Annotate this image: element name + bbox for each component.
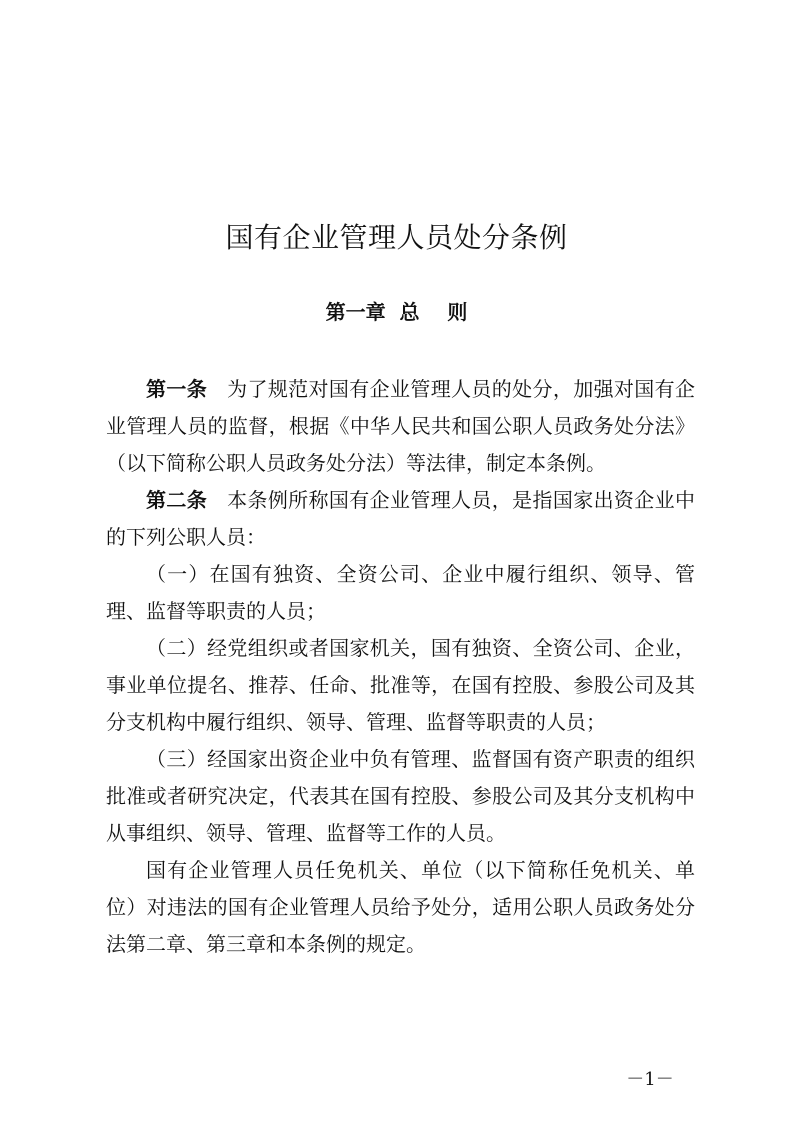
article-label: 第一条	[146, 377, 208, 401]
article-text: 为了规范对国有企业管理人员的处分，加强对国有企业管理人员的监督，根据《中华人民共和国公职人员政务处分法》（以下简称公职人员政务处分法）等法律，制定本条例。	[106, 377, 696, 475]
closing-paragraph: 国有企业管理人员任免机关、单位（以下简称任免机关、单位）对违法的国有企业管理人员给予处分，适用公职人员政务处分法第二章、第三章和本条例的规定。	[106, 858, 695, 956]
article-text: 本条例所称国有企业管理人员，是指国家出资企业中的下列公职人员：	[106, 488, 696, 549]
article-paragraph	[106, 371, 695, 482]
list-item: （一）在国有独资、全资公司、企业中履行组织、领导、管理、监督等职责的人员；	[106, 562, 695, 623]
document-body	[106, 371, 695, 963]
article-label: 第二条	[146, 488, 208, 512]
list-item: （二）经党组织或者国家机关，国有独资、全资公司、企业，事业单位提名、推荐、任命、批准等，在国有控股、参股公司及其分支机构中履行组织、领导、管理、监督等职责的人员；	[106, 636, 695, 734]
list-item: （三）经国家出资企业中负有管理、监督国有资产职责的组织批准或者研究决定，代表其在国有控股、参股公司及其分支机构中从事组织、领导、管理、监督等工作的人员。	[106, 747, 695, 845]
document-title: 国有企业管理人员处分条例	[225, 221, 568, 254]
chapter-heading: 第一章 总 则	[325, 300, 468, 324]
article-paragraph	[106, 482, 695, 556]
page-number: －1－	[626, 1069, 674, 1090]
